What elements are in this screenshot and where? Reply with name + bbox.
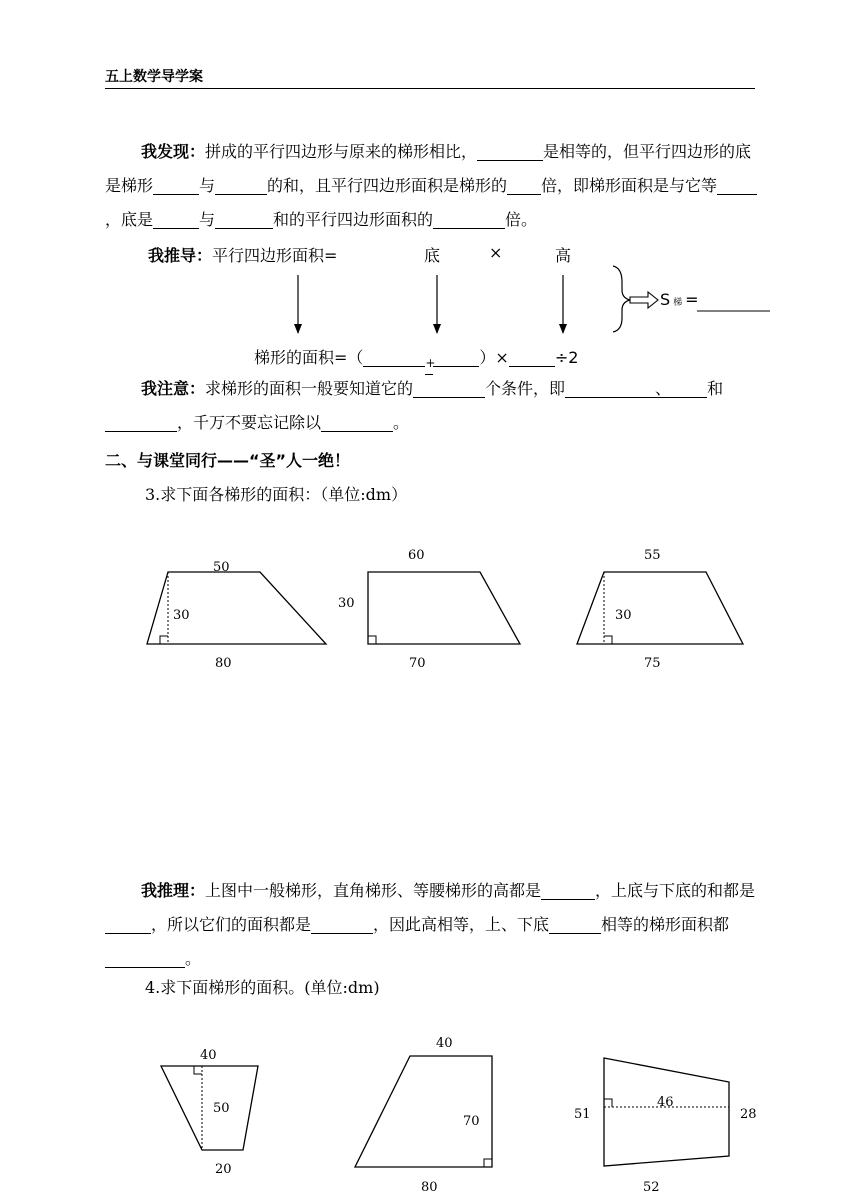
label-height: 30 — [173, 608, 190, 623]
label-height: 50 — [213, 1101, 230, 1116]
derive-label: 我推导： — [148, 246, 213, 265]
reason-text-4: ，因此高相等，上、下底 — [373, 915, 550, 934]
reason-text-3: ，所以它们的面积都是 — [151, 915, 312, 934]
discover-text-7: 与 — [199, 210, 216, 229]
question-3: 3.求下面各梯形的面积：（单位:dm） — [145, 485, 408, 504]
discover-text-1: 拼成的平行四边形与原来的梯形相比， — [205, 142, 478, 161]
trapezoid-shape — [355, 1056, 492, 1167]
discover-text-3: 与 — [199, 176, 216, 195]
label-bottom: 80 — [215, 656, 232, 671]
base-text: 底 — [424, 246, 441, 265]
discover-label: 我发现： — [141, 142, 206, 161]
s-symbol: S — [660, 290, 671, 309]
note-text-4: 和 — [707, 379, 724, 398]
note-text-6: 。 — [393, 413, 410, 432]
discover-text-6: ，底是 — [105, 210, 154, 229]
parallelogram-area-text: 平行四边形面积= — [212, 246, 338, 265]
label-top: 55 — [644, 548, 661, 563]
trap-area-text: 梯形的面积=（ — [254, 348, 364, 367]
note-text-1: 求梯形的面积一般要知道它的 — [205, 379, 414, 398]
close-times-text: ）× — [479, 348, 509, 367]
label-top: 40 — [436, 1036, 453, 1051]
note-text-2: 个条件，即 — [485, 379, 566, 398]
note-label: 我注意： — [141, 379, 206, 398]
label-top: 40 — [200, 1048, 217, 1063]
times-symbol: × — [489, 243, 503, 262]
label-bottom: 80 — [421, 1180, 438, 1193]
label-bottom: 52 — [643, 1180, 660, 1193]
reason-text-1: 上图中一般梯形，直角梯形、等腰梯形的高都是 — [205, 881, 542, 900]
reason-label: 我推理： — [141, 881, 206, 900]
plus-symbol: + — [425, 356, 433, 375]
note-text-3: 、 — [655, 379, 672, 398]
trapezoid-right-tall — [355, 1036, 492, 1193]
label-left: 51 — [574, 1107, 591, 1122]
label-bottom: 75 — [644, 656, 661, 671]
trapezoid-shape — [604, 1058, 729, 1166]
label-top: 60 — [408, 548, 425, 563]
equals-symbol: = — [685, 290, 699, 309]
discover-text-2: 是相等的，但平行四边形的底是梯形 — [105, 142, 752, 195]
right-angle-mark — [484, 1159, 492, 1167]
label-height: 30 — [615, 608, 632, 623]
reason-text-6: 。 — [185, 949, 202, 968]
discover-text-8: 和的平行四边形面积的 — [273, 210, 434, 229]
label-height: 30 — [338, 596, 355, 611]
reason-text-2: ，上底与下底的和都是 — [595, 881, 756, 900]
section-2-title: 二、与课堂同行——“圣”人一绝！ — [105, 451, 351, 470]
label-top: 50 — [213, 560, 230, 575]
discover-text-4: 的和，且平行四边形面积是梯形的 — [267, 176, 508, 195]
label-height: 70 — [463, 1114, 480, 1129]
trapezoid-inverted — [161, 1048, 258, 1177]
right-angle-mark — [604, 1099, 612, 1107]
right-angle-mark — [194, 1066, 202, 1074]
note-text-5: ，千万不要忘记除以 — [177, 413, 322, 432]
page-header: 五上数学导学案 — [105, 69, 203, 85]
discover-text-9: 倍。 — [505, 210, 538, 229]
s-subscript: 梯 — [673, 298, 683, 308]
question-4: 4.求下面梯形的面积。(单位:dm) — [145, 978, 380, 997]
trapezoid-sideways — [574, 1058, 757, 1193]
label-bottom: 20 — [215, 1162, 232, 1177]
div2-text: ÷2 — [554, 348, 579, 367]
height-text: 高 — [555, 246, 572, 265]
discover-text-5: 倍，即梯形面积是与它等 — [541, 176, 718, 195]
label-mid: 46 — [657, 1095, 674, 1110]
label-right: 28 — [740, 1107, 757, 1122]
trapezoid-shape — [161, 1066, 258, 1150]
label-bottom: 70 — [409, 656, 426, 671]
reason-text-5: 相等的梯形面积都 — [601, 915, 730, 934]
